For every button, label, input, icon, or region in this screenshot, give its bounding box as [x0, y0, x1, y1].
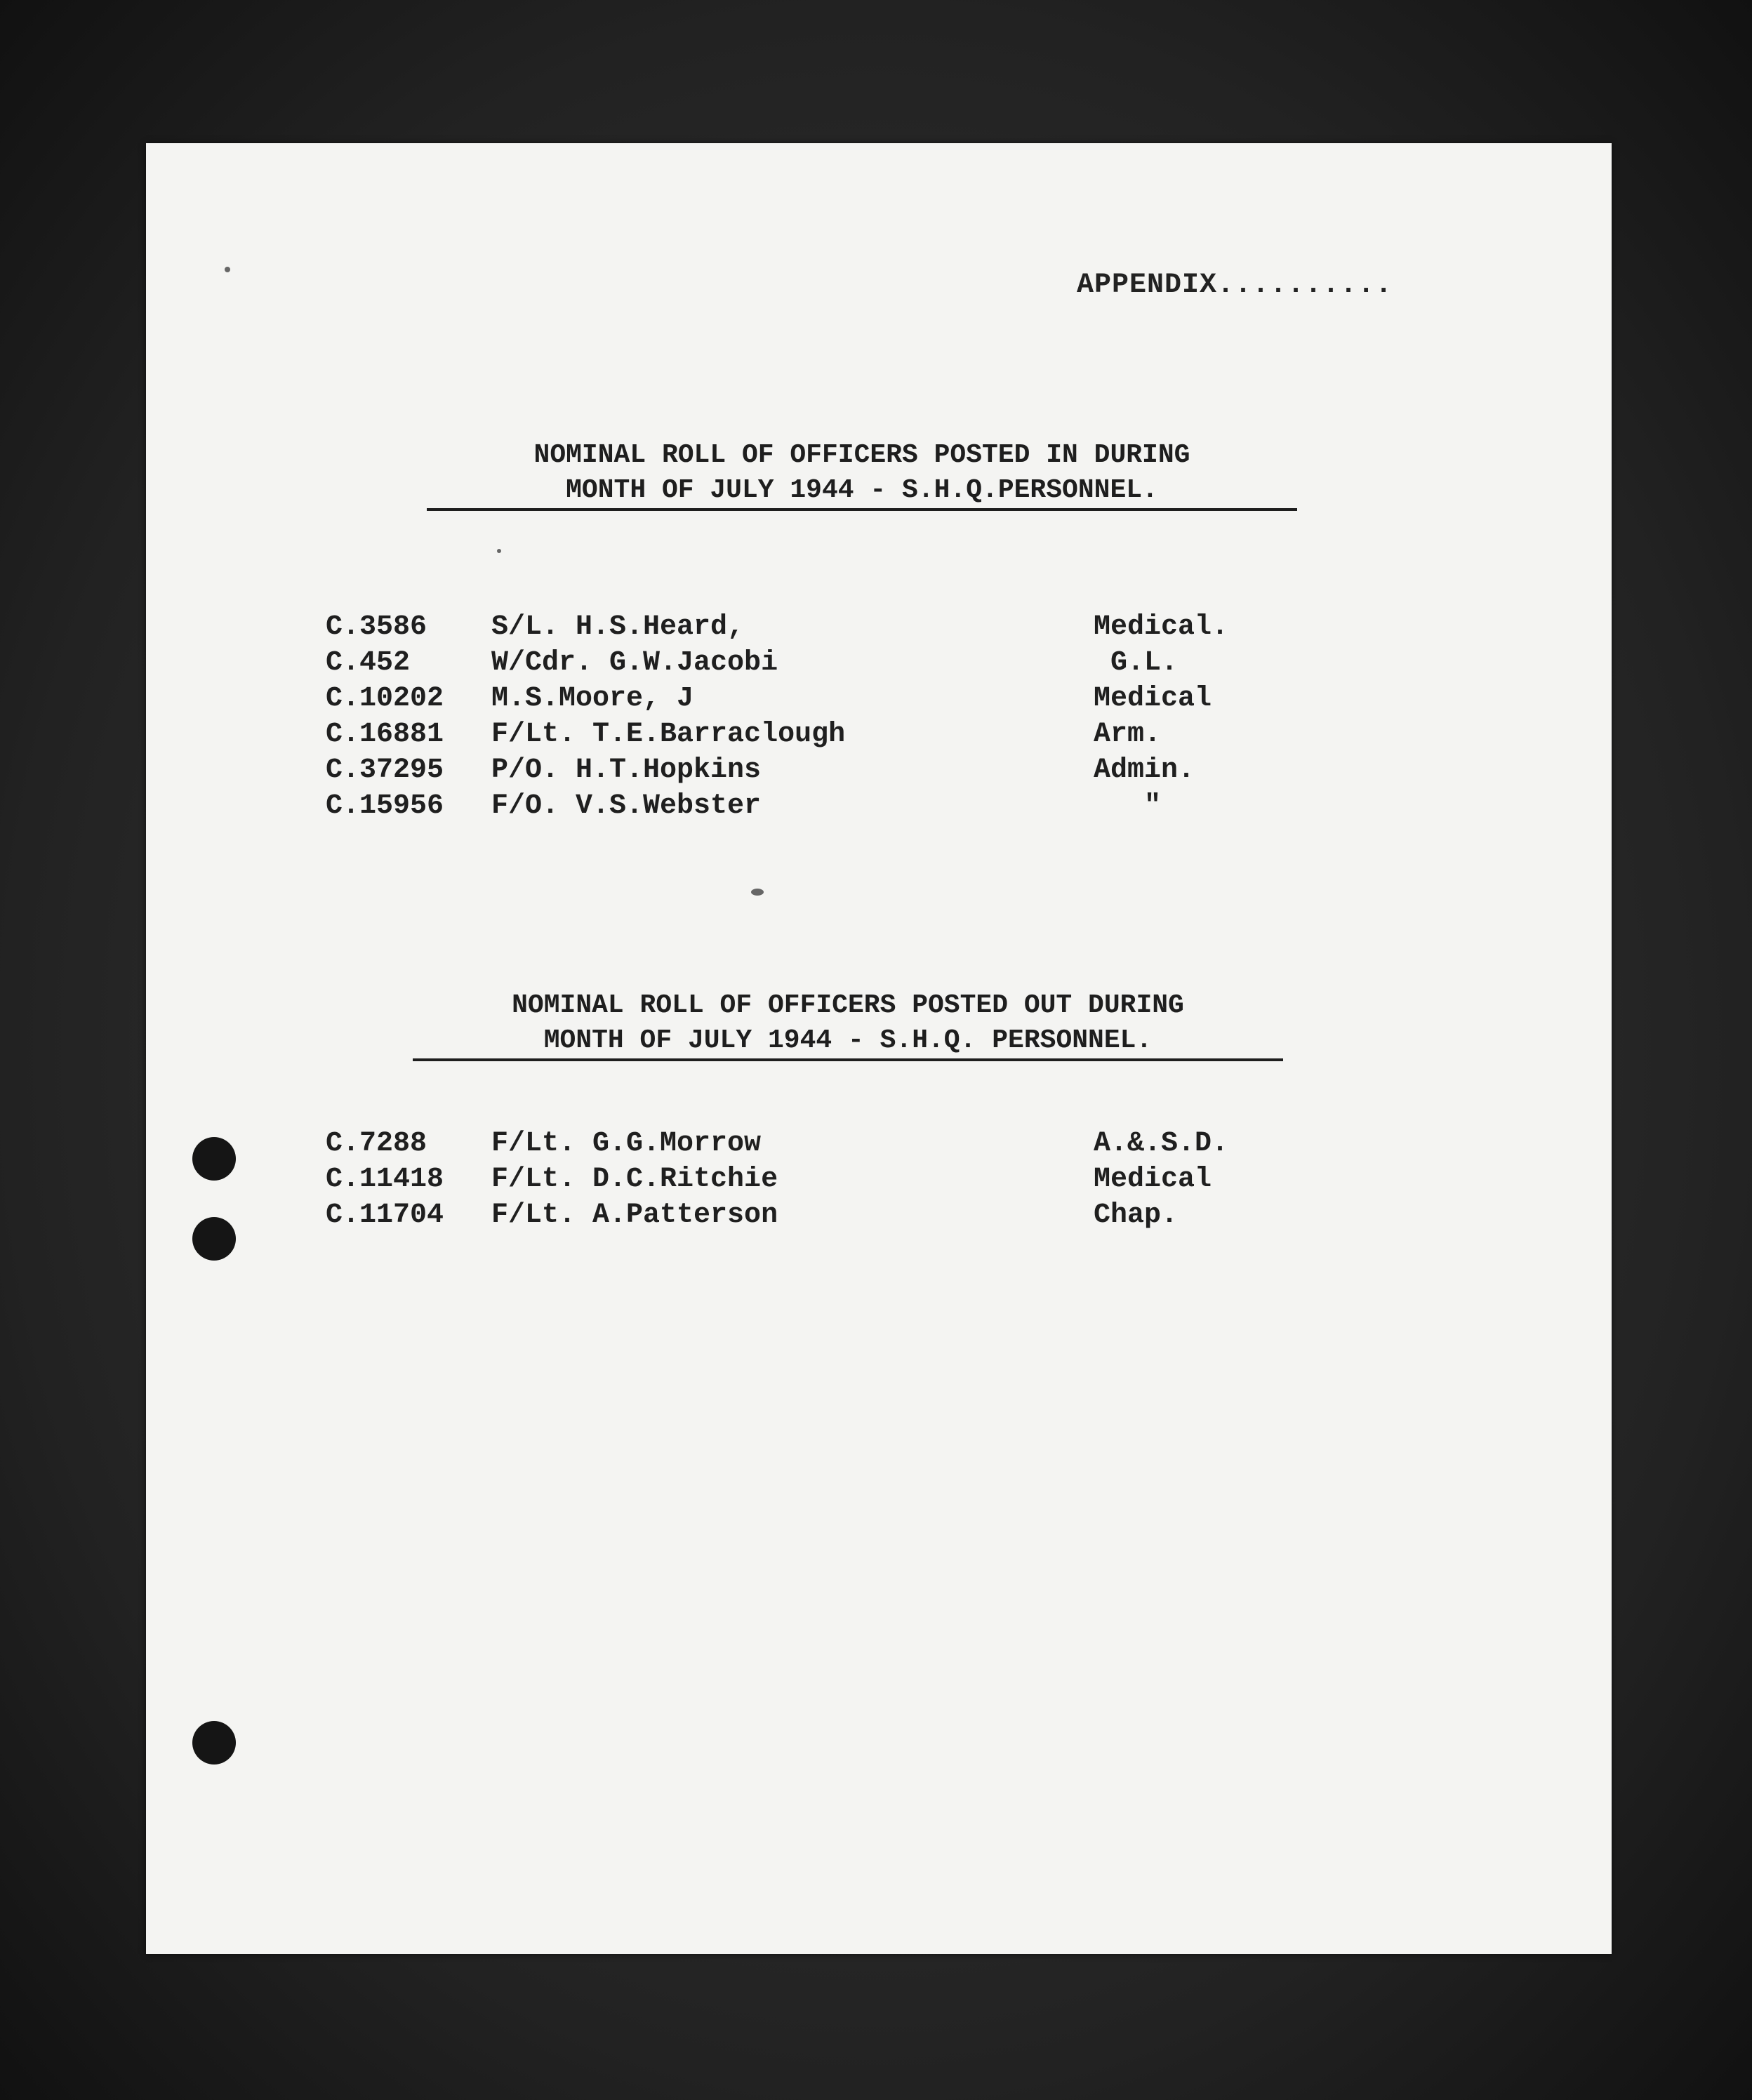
- service-number: C.37295: [326, 755, 444, 786]
- branch: Admin.: [1094, 755, 1195, 786]
- service-number: C.10202: [326, 683, 444, 715]
- officer-name: P/O. H.T.Hopkins: [491, 755, 762, 786]
- officer-name: F/Lt. T.E.Barraclough: [491, 719, 846, 750]
- branch: Medical: [1094, 683, 1212, 715]
- document-page: [146, 143, 1612, 1954]
- service-number: C.11704: [326, 1199, 444, 1231]
- paper-speck: [225, 267, 230, 272]
- service-number: C.16881: [326, 719, 444, 750]
- officer-name: W/Cdr. G.W.Jacobi: [491, 647, 778, 679]
- branch: Chap.: [1094, 1199, 1179, 1231]
- posted-in-heading: [427, 438, 1297, 511]
- branch: A.&.S.D.: [1094, 1128, 1229, 1159]
- paper-speck: [497, 549, 501, 553]
- appendix-label: APPENDIX..........: [1077, 270, 1393, 301]
- service-number: C.15956: [326, 790, 444, 822]
- posted-in-heading-line2: MONTH OF JULY 1944 - S.H.Q.PERSONNEL.: [427, 473, 1297, 511]
- branch: Medical: [1094, 1164, 1212, 1195]
- posted-out-heading: [413, 988, 1283, 1061]
- posted-out-heading-line1: NOMINAL ROLL OF OFFICERS POSTED OUT DURING: [512, 990, 1184, 1021]
- officer-name: F/Lt. D.C.Ritchie: [491, 1164, 778, 1195]
- officer-name: F/Lt. G.G.Morrow: [491, 1128, 762, 1159]
- branch: ": [1094, 790, 1162, 822]
- posted-out-heading-line2: MONTH OF JULY 1944 - S.H.Q. PERSONNEL.: [413, 1023, 1283, 1061]
- posted-in-heading-line1: NOMINAL ROLL OF OFFICERS POSTED IN DURING: [533, 440, 1190, 470]
- branch: G.L.: [1094, 647, 1179, 679]
- branch: Arm.: [1094, 719, 1162, 750]
- officer-name: F/Lt. A.Patterson: [491, 1199, 778, 1231]
- punch-hole: [192, 1217, 236, 1261]
- officer-name: S/L. H.S.Heard,: [491, 611, 745, 643]
- officer-name: F/O. V.S.Webster: [491, 790, 762, 822]
- service-number: C.7288: [326, 1128, 427, 1159]
- punch-hole: [192, 1137, 236, 1181]
- branch: Medical.: [1094, 611, 1229, 643]
- officer-name: M.S.Moore, J: [491, 683, 694, 715]
- paper-speck: [751, 889, 764, 896]
- service-number: C.11418: [326, 1164, 444, 1195]
- service-number: C.3586: [326, 611, 427, 643]
- punch-hole: [192, 1721, 236, 1765]
- service-number: C.452: [326, 647, 411, 679]
